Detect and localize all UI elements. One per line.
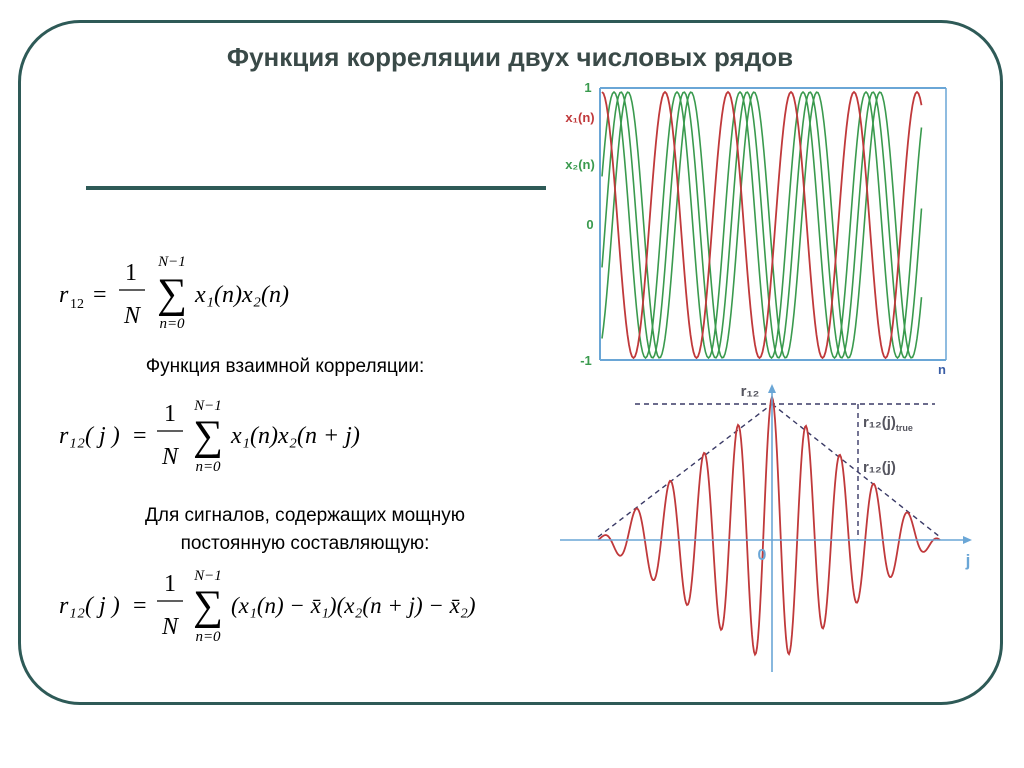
formula-eq: = <box>133 423 147 449</box>
fraction-den: N <box>161 444 179 470</box>
y-tick-zero: 0 <box>586 217 594 232</box>
formula-lhs: r₁₂( j ) <box>59 423 120 449</box>
fraction-den: N <box>161 614 179 640</box>
fraction-num: 1 <box>164 401 176 427</box>
sum-upper: N−1 <box>194 568 222 584</box>
sum-lower: n=0 <box>159 316 185 332</box>
fraction-num: 1 <box>125 260 137 286</box>
formula-body: x₁(n)x₂(n + j) <box>231 423 360 449</box>
formula-cross-correlation <box>55 396 435 481</box>
caption-dc-line1: Для сигналов, содержащих мощную <box>144 505 466 526</box>
correlation-curve <box>598 397 940 655</box>
x-axis-label: n <box>938 362 946 377</box>
legend-x2: x₂(n) <box>565 157 595 172</box>
fraction-num: 1 <box>164 571 176 597</box>
fraction-den: N <box>123 303 141 329</box>
r-axis-arrow <box>768 384 776 393</box>
r-axis-label: r₁₂ <box>740 383 760 400</box>
sum-sign: ∑ <box>193 583 223 629</box>
sum-upper: N−1 <box>194 398 222 414</box>
j-axis-arrow <box>963 536 972 544</box>
formula-body: x₁(n)x₂(n) <box>195 282 289 308</box>
formula-dc-correlation <box>55 566 560 651</box>
j-axis-label: j <box>965 551 971 570</box>
legend-x1: x₁(n) <box>565 110 595 125</box>
formula-lhs-sub: 12 <box>70 297 84 312</box>
formula-autocorrelation <box>55 250 345 335</box>
sum-sign: ∑ <box>157 271 187 317</box>
sum-sign: ∑ <box>193 413 223 459</box>
slide-title: Функция корреляции двух числовых рядов <box>226 42 794 72</box>
formula-eq: = <box>93 282 107 308</box>
envelope-right <box>772 404 940 537</box>
origin-label: 0 <box>757 547 767 564</box>
est-label: r₁₂(j) <box>863 459 896 476</box>
correlation-plot <box>560 380 990 680</box>
sum-lower: n=0 <box>195 459 221 475</box>
sum-upper: N−1 <box>158 254 186 270</box>
formula-eq: = <box>133 593 147 619</box>
y-tick-bottom: -1 <box>580 353 592 368</box>
signals-plot <box>550 72 960 382</box>
true-label: $r_{12}(j)_{true}$ <box>863 414 913 433</box>
y-tick-top: 1 <box>584 80 592 95</box>
sum-lower: n=0 <box>195 629 221 645</box>
caption-dc-line2: постоянную составляющую: <box>180 533 430 554</box>
title-divider <box>86 186 546 190</box>
formula-lhs: r₁₂( j ) <box>59 593 120 619</box>
formula-lhs: r <box>59 282 69 308</box>
formula-body: (x₁(n) − x̄₁)(x₂(n + j) − x̄₂) <box>231 593 476 618</box>
caption-cross-correlation: Функция взаимной корреляции: <box>145 356 425 377</box>
